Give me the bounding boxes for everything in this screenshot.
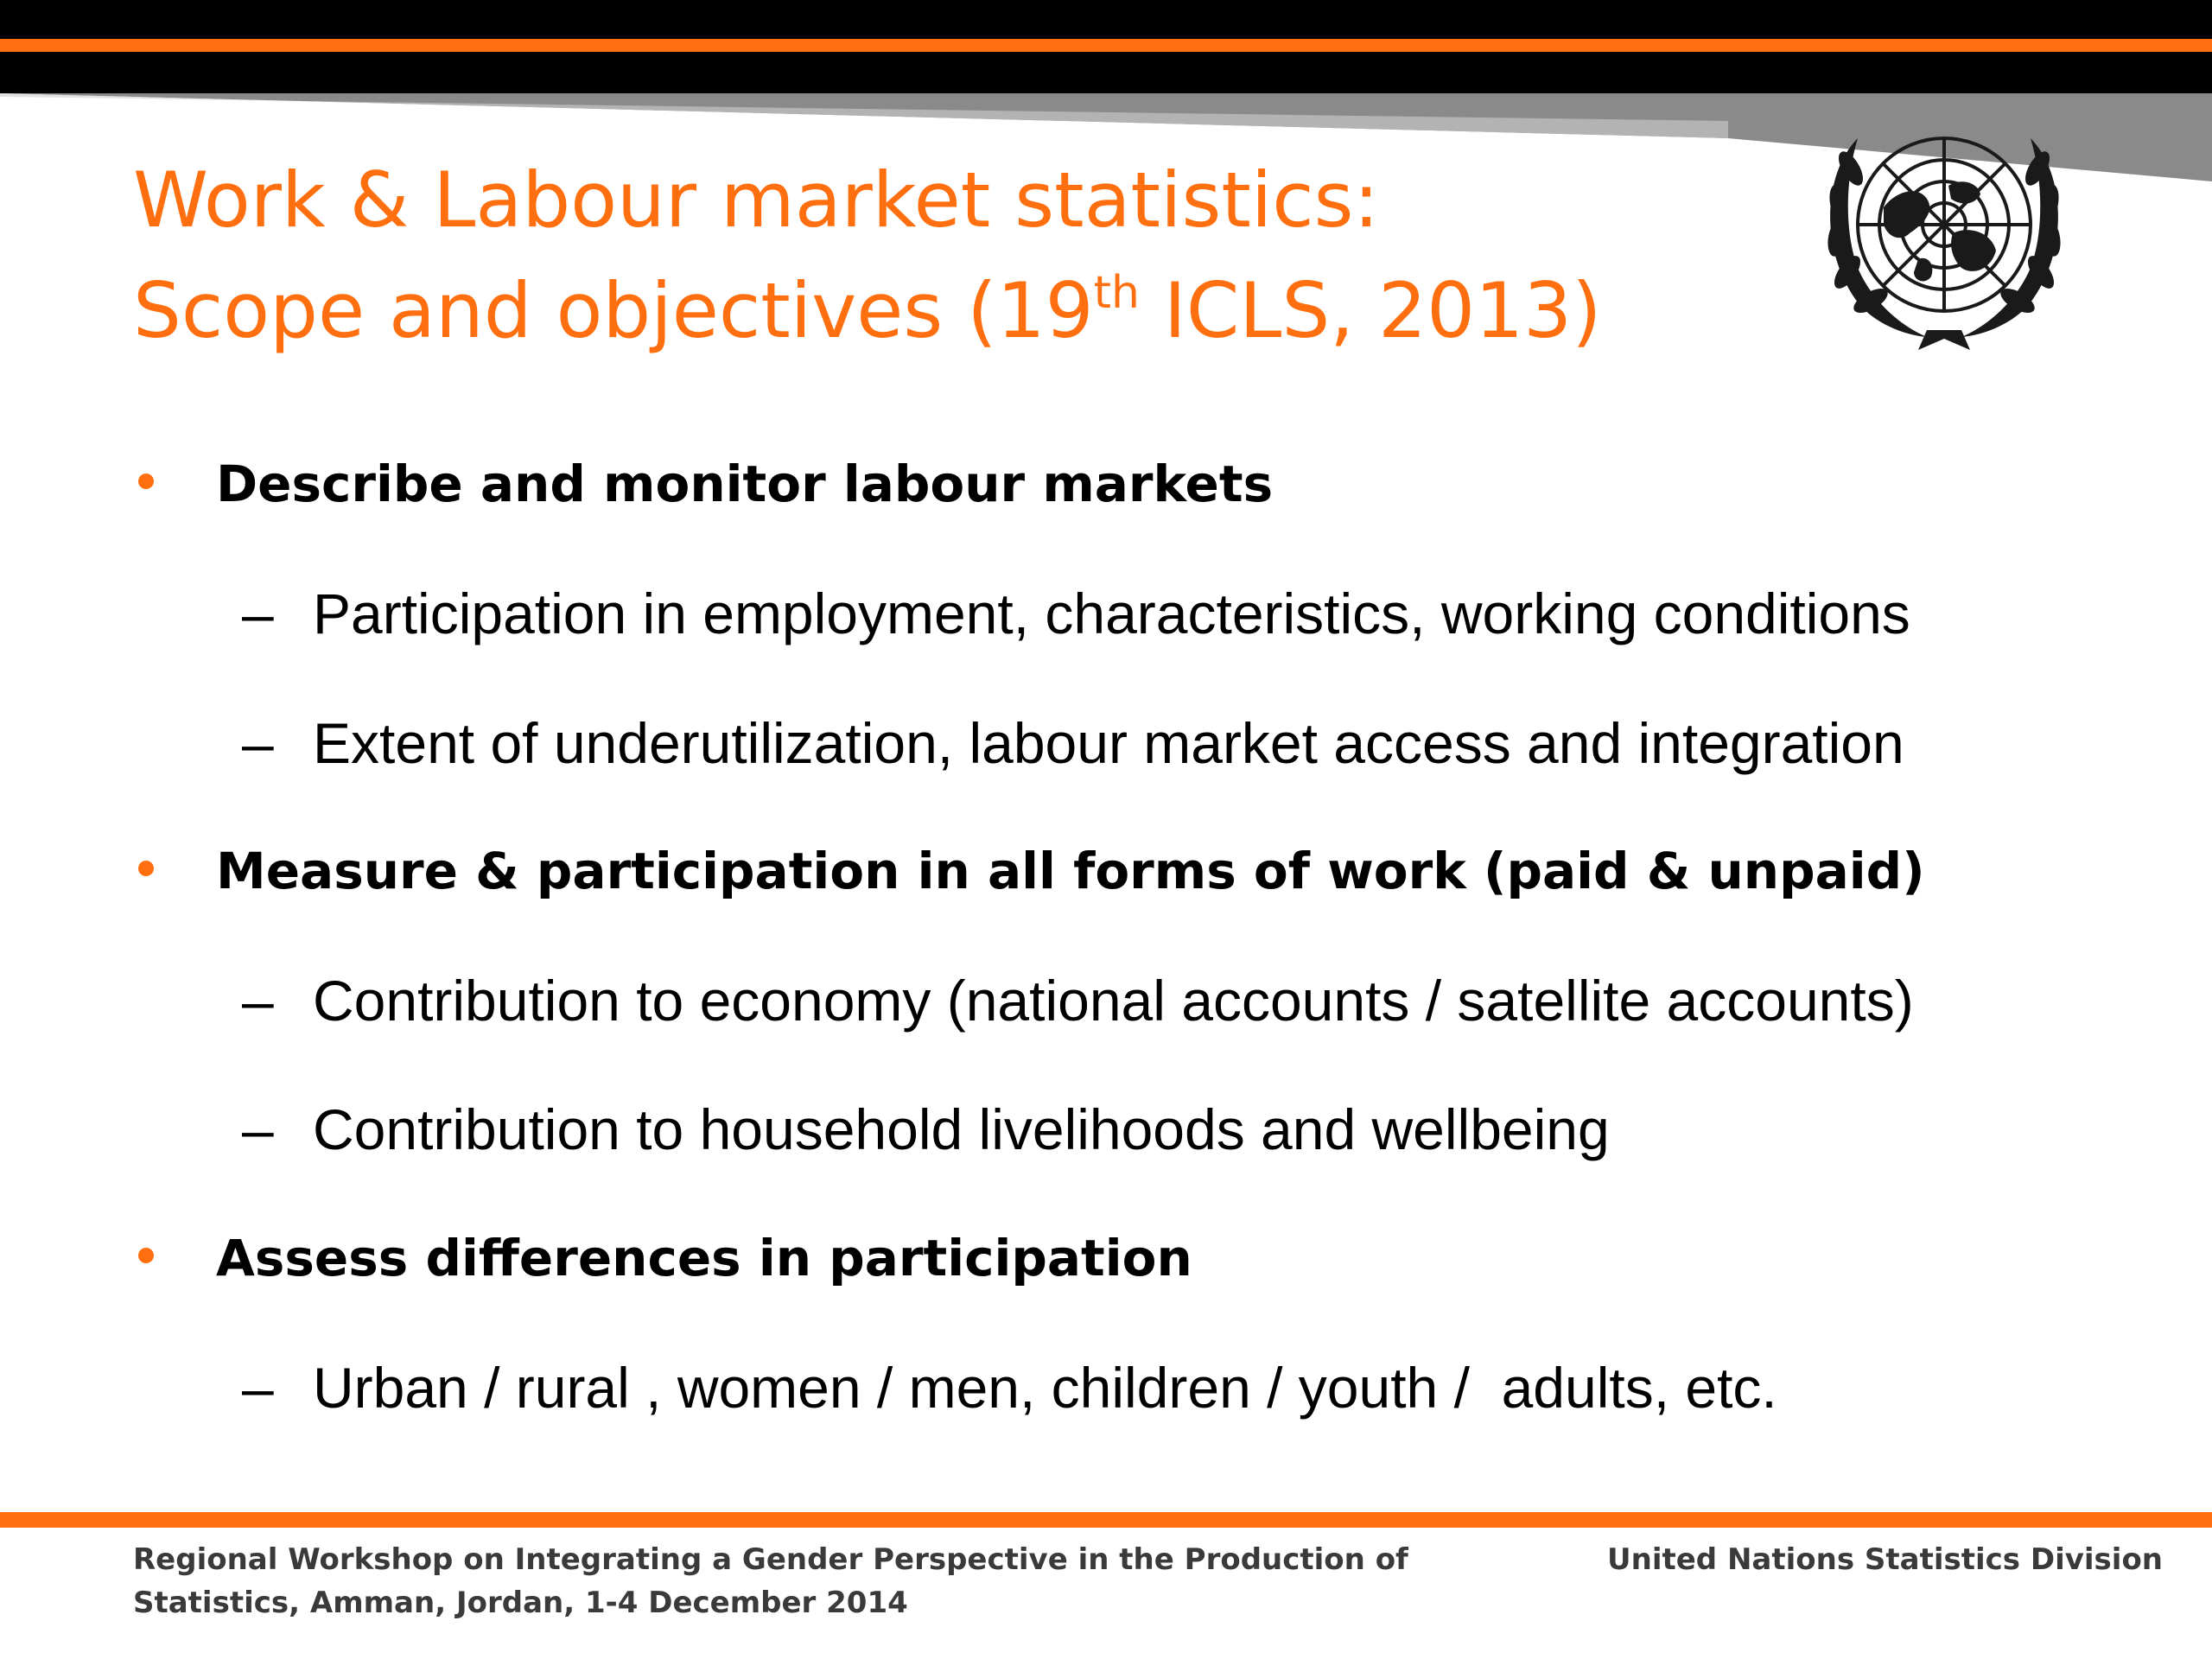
bullet-dot-icon — [138, 1248, 154, 1263]
sub-bullet-item — [0, 709, 2212, 804]
title-line-2 — [133, 256, 1775, 366]
sub-bullet-label: Contribution to economy (national accounts / satellite accounts) — [313, 969, 1914, 1033]
bullet-item — [0, 449, 2212, 544]
title-ordinal-suffix: th — [1093, 267, 1140, 319]
footer-event-line-1: Regional Workshop on Integrating a Gender Perspective in the Production of — [133, 1542, 1408, 1577]
dash-icon: – — [242, 1356, 274, 1420]
sub-bullet-label: Participation in employment, characteristics, working conditions — [313, 582, 1910, 645]
un-emblem-icon — [1797, 104, 2091, 354]
title-line-1: Work & Labour market statistics: — [133, 156, 1380, 245]
bullet-label: Assess differences in participation — [216, 1229, 1192, 1287]
bullet-dot-icon — [138, 861, 154, 876]
bullet-label: Describe and monitor labour markets — [216, 454, 1274, 513]
title-line-2-pre: Scope and objectives (19 — [133, 266, 1094, 355]
header-accent-stripe — [0, 39, 2212, 52]
sub-bullet-label: Urban / rural , women / men, children / youth / adults, etc. — [313, 1356, 1777, 1420]
sub-bullet-label: Extent of underutilization, labour market access and integration — [313, 711, 1904, 775]
bullet-item — [0, 1224, 2212, 1319]
footer-accent-stripe — [0, 1512, 2212, 1528]
sub-bullet-item — [0, 966, 2212, 1061]
footer-organization: United Nations Statistics Division — [1607, 1542, 2164, 1577]
bullet-dot-icon — [138, 474, 154, 489]
dash-icon: – — [242, 582, 274, 645]
sub-bullet-item — [0, 1353, 2212, 1448]
bullet-label: Measure & participation in all forms of work (paid & unpaid) — [216, 842, 1925, 900]
bullet-item — [0, 836, 2212, 931]
sub-bullet-item — [0, 579, 2212, 674]
dash-icon: – — [242, 969, 274, 1033]
dash-icon: – — [242, 711, 274, 775]
slide-title — [133, 145, 1775, 366]
title-line-2-post: ICLS, 2013) — [1139, 266, 1602, 355]
footer-event-line-2: Statistics, Amman, Jordan, 1-4 December 2014 — [133, 1586, 908, 1620]
sub-bullet-label: Contribution to household livelihoods and wellbeing — [313, 1097, 1610, 1161]
footer-event-info — [133, 1538, 1429, 1624]
sub-bullet-item — [0, 1095, 2212, 1190]
dash-icon: – — [242, 1097, 274, 1161]
